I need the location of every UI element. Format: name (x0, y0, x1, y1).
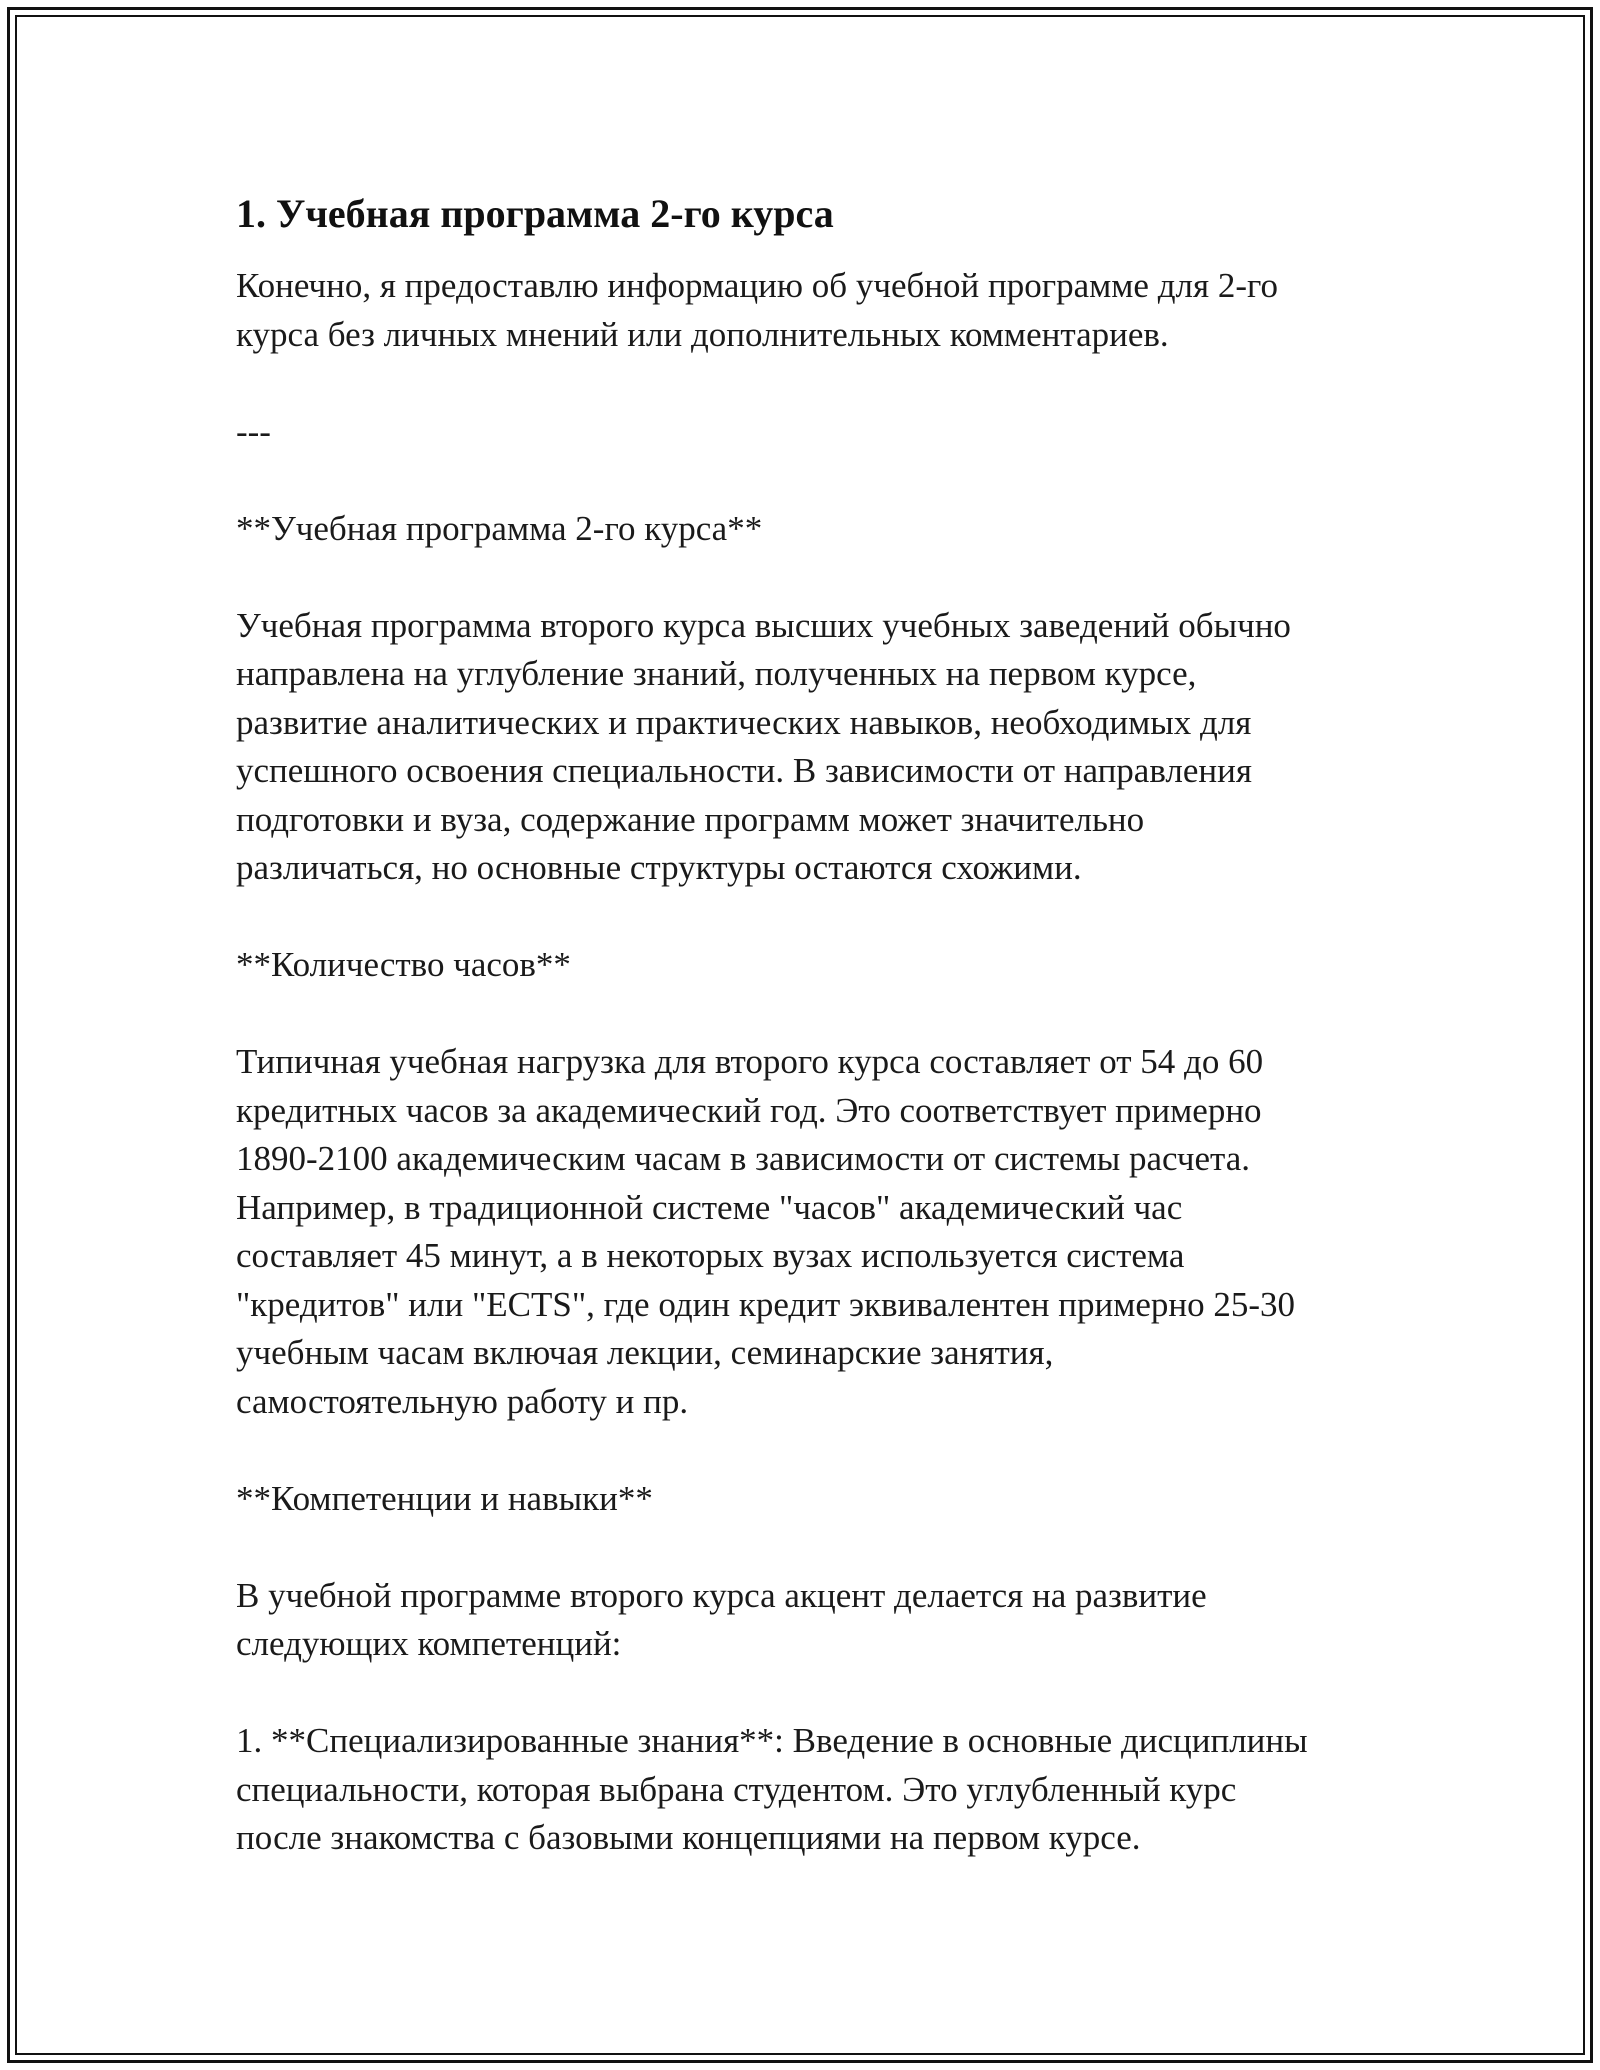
spacer (236, 1426, 1366, 1475)
section-paragraph-hours: Типичная учебная нагрузка для второго курса составляет от 54 до 60 кредитных часов за академический год. Это соответствует примерно 1890-2100 академическим часам в зависимости от системы расчета. Например, в традиционной системе "часов" академический час составляет 45 минут, а в некоторых вузах используется система "кредитов" или "ECTS", где один кредит эквивалентен примерно 25-30 учебным часам включая лекции, семинарские занятия, самостоятельную работу и пр. (236, 1042, 1296, 1421)
spacer (236, 553, 1366, 602)
separator-line: --- (236, 411, 271, 451)
spacer (236, 456, 1366, 505)
intro-paragraph: Конечно, я предоставлю информацию об учебной программе для 2-го курса без личных мнений или дополнительных комментариев. (236, 266, 1278, 354)
section-heading-skills: **Компетенции и навыки** (236, 1478, 653, 1518)
spacer (236, 893, 1366, 942)
section-paragraph-program: Учебная программа второго курса высших учебных заведений обычно направлена на углубление знаний, полученных на первом курсе, развитие аналитических и практических навыков, необходимых для успешного освоения специальности. В зависимости от направления подготовки и вуза, содержание программ может значительно различаться, но основные структуры остаются схожими. (236, 605, 1291, 887)
spacer (236, 1669, 1366, 1718)
list-item: 1. **Специализированные знания**: Введение в основные дисциплины специальности, которая выбрана студентом. Это углубленный курс после знакомства с базовыми концепциями на первом курсе. (236, 1721, 1308, 1857)
document-body (236, 186, 1366, 1863)
section-heading-program: **Учебная программа 2-го курса** (236, 508, 763, 548)
document-title: 1. Учебная программа 2-го курса (236, 191, 834, 236)
spacer (236, 1523, 1366, 1572)
section-heading-hours: **Количество часов** (236, 945, 571, 984)
spacer (236, 990, 1366, 1039)
spacer (236, 359, 1366, 408)
section-paragraph-skills-intro: В учебной программе второго курса акцент делается на развитие следующих компетенций: (236, 1575, 1207, 1663)
